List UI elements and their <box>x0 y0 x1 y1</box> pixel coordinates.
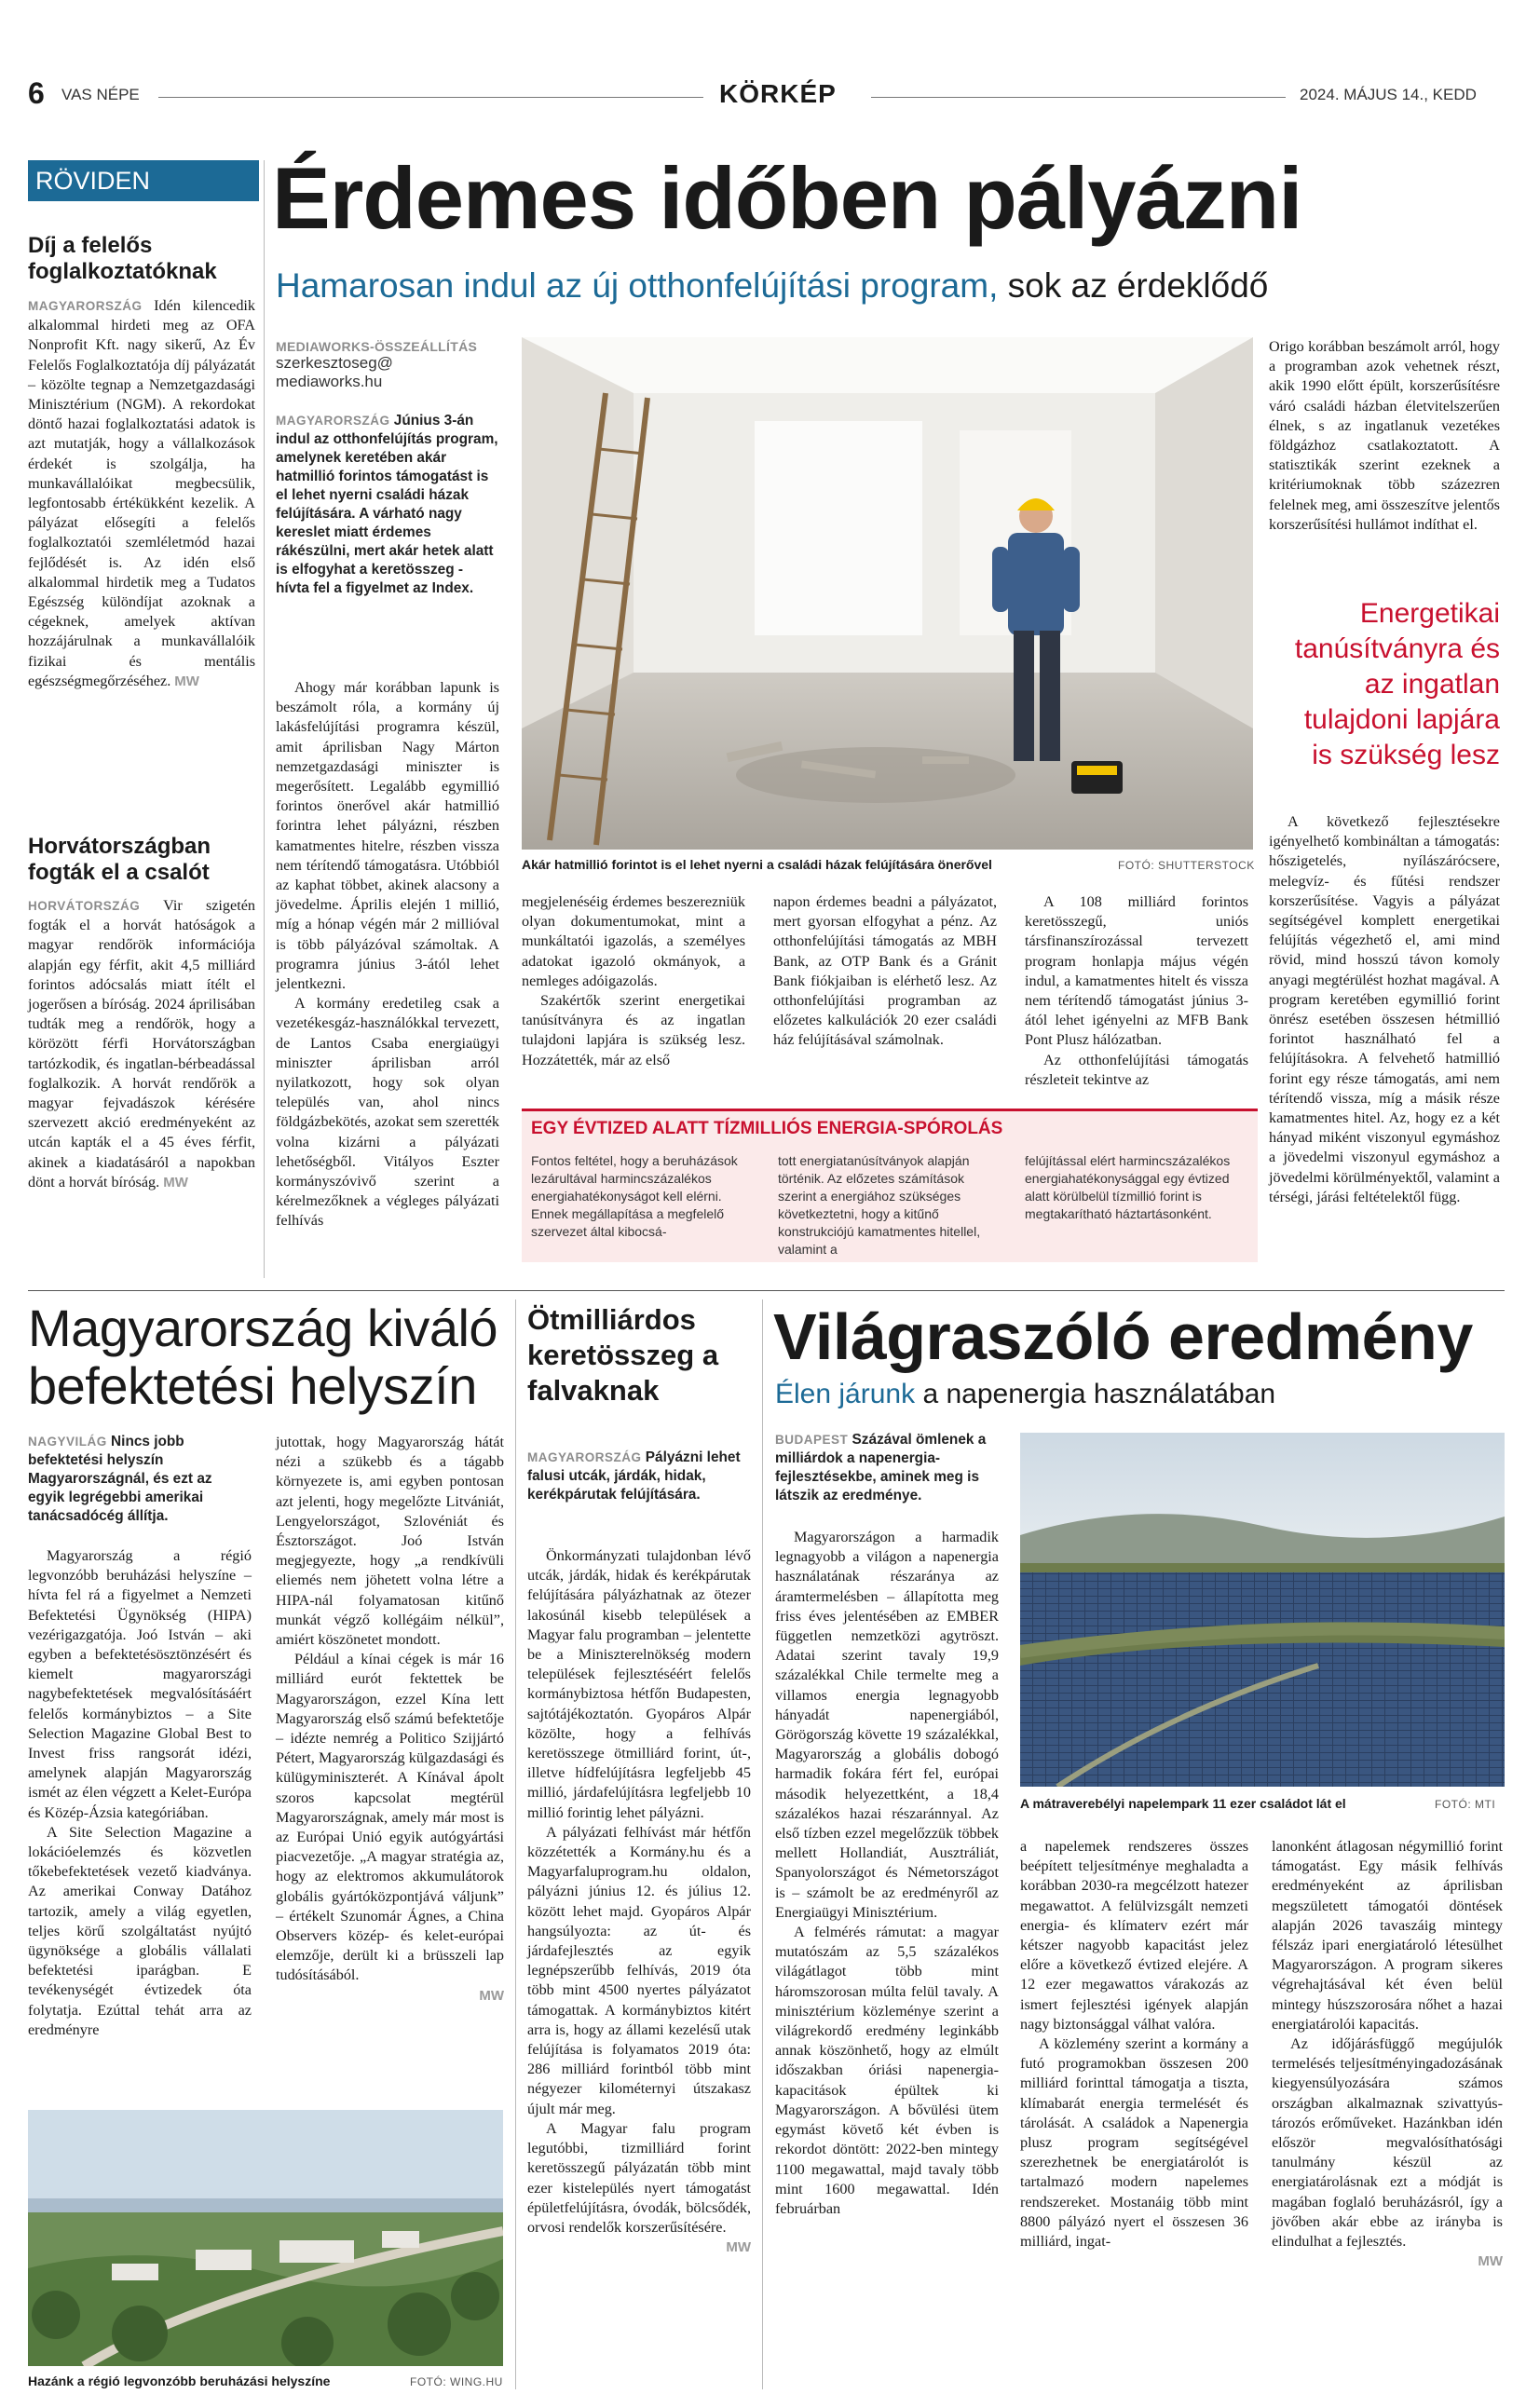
paragraph: Origo korábban beszámolt arról, hogy a programban azok vehetnek részt, akik 1990 előtt épült, korszerűsítésre váró családi házban életvitelszerűen élnek, s az ingatlanuk vezetékes földgázhoz csatlakoztatott. A statisztikák szerint ezeknek a kritériumoknak több százezren felelnek meg, ami összeszítve jelentős korszerűsítési hullámot indíthat el. <box>1269 338 1500 533</box>
paragraph: Az időjárásfüggő megújulók termelésés teljesítményingadozásának kiegyensúlyozására számos országban alkalmaznak szivattyús-tározós erőműveket. Hazánkban idén először megvalósíthatósági tanulmány készül az energiatárolásnak ezt a módját is magában foglaló beruházásról, így a jövőben akár ebbe az irányba is elindulhat a fejlesztés. <box>1272 2035 1503 2251</box>
photo-caption: Hazánk a régió legvonzóbb beruházási helyszíne <box>28 2374 331 2388</box>
main-subhead <box>276 266 1506 306</box>
renovation-photo-art <box>522 337 1253 850</box>
invest-headline: Magyarország kiváló befektetési helyszín <box>28 1299 498 1415</box>
byline-email-domain: mediaworks.hu <box>276 373 383 390</box>
paragraph: Önkormányzati tulajdonban lévő utcák, járdák, hidak és kerékpárutak felújítására pályázhatnak az ötezer lakosúnál kisebb települések a Magyar falu programban – jelentette be a Miniszterelnökség modern települések fejlesztéséért felelős kormánybiztosa hétfőn Budapesten, sajtótájékoztatón. Gyopáros Alpár közölte, hogy a felhívás keretösszege ötmilliárd forint, út-, illetve hídfelújításra legfeljebb 45 millió, járdafelújításra legfeljebb 10 millió forintig lehet pályázni. <box>527 1547 751 1821</box>
lead-text: Nincs jobb befektetési helyszín Magyarországnál, és ezt az egyik legrégebbi amerikai tanácsadócég állítja. <box>28 1434 212 1524</box>
brief-text <box>28 896 255 1192</box>
paragraph: napon érdemes beadni a pályázatot, mert gyorsan elfogyhat a pénz. Az otthonfelújítási támogatás az MBH Bank, az OTP Bank és a Gránit Bank fiókjaiban is elérhető lesz. Az otthonfelújítási programban az előzetes kalkulációk 20 ezer családi ház felújításával számolnak. <box>773 893 997 1049</box>
solar-col-2 <box>1020 1837 1248 2252</box>
section-divider <box>28 1290 1505 1291</box>
roviden-column <box>28 160 259 1269</box>
paragraph: A közlemény szerint a kormány a futó programokban összesen 200 milliárd forinttal támogatja a tiszta, klímabarát energia termelését és tárolását. A családok a Napenergia plusz program segítségével szerezhetnek be energiatárolót is tartalmazó modern napelemes rendszereket. Mostanáig több mint 8800 pályázó nyert el összesen 36 milliárd, ingat- <box>1020 2035 1248 2251</box>
photo-credit: FOTÓ: MTI <box>1435 1798 1496 1811</box>
solar-headline: Világraszóló eredmény <box>773 1300 1473 1373</box>
solar-subhead <box>775 1379 1502 1410</box>
brief-text <box>28 296 255 691</box>
renovation-photo <box>522 337 1253 850</box>
solar-lead <box>775 1431 999 1505</box>
info-box <box>522 1109 1258 1262</box>
paragraph: jutottak, hogy Magyarország hátát nézi a szükebb és a tágabb környezete is, ami egyben pontosan azt jelenti, hogy megelőzte Litvániát, Lengyelországot, Szlovéniát és Észtországot. Joó István megjegyezte, hogy „a rendkívüli eliemés nem jöhetett volna létre a HIPA-nál folyamatosan kitűnő munkát végző kollégáim nélkül”, amiért köszönetet mondott. <box>276 1434 504 1649</box>
solar-photo <box>1020 1433 1505 1787</box>
lead-kicker: BUDAPEST <box>775 1433 849 1447</box>
subhead-highlight: Hamarosan indul az új otthonfelújítási program, <box>276 266 999 305</box>
paper-name: VAS NÉPE <box>61 86 140 103</box>
byline-block <box>276 339 499 391</box>
city-photo <box>28 2110 503 2366</box>
subhead-rest: sok az érdeklődő <box>1007 266 1269 305</box>
author-sign: MW <box>479 1987 504 2004</box>
photo-caption: Akár hatmillió forintot is el lehet nyerni a családi házak felújítására önerővel <box>522 857 992 872</box>
column-divider <box>515 1299 516 2389</box>
paragraph: Magyarország a régió legvonzóbb beruházási helyszíne – hívta fel rá a figyelmet a Nemzeti Befektetési Ügynökség (HIPA) vezérigazgatója. Joó István – aki egyben a befektetésösztönzésért és kiemelt magyarországi nagybefektetések megvalósításáért felelős kormánybiztos – a Site Selection Magazine Global Best to Invest friss rangsorát idézi, amelynek alapján Magyarország ismét az élen végzett a Kelet-Európa és Közép-Ázsia kategóriában. <box>28 1547 252 1821</box>
lead-text: Június 3-án indul az otthonfelújítás program, amelynek keretében akár hatmillió forintos támogatást is el lehet nyerni családi házak felújítására. A várható nagy kereslet miatt érdemes rákészülni, mert akár hetek alatt is elfogyhat a keretösszeg - hívta fel a figyelmet az Index. <box>276 413 498 596</box>
photo-caption: A mátraverebélyi napelempark 11 ezer családot lát el <box>1020 1796 1346 1811</box>
paragraph: A pályázati felhívást már hétfőn közzétették a Kormány.hu és a Magyarfaluprogram.hu oldalon, pályázni június 12. és július 12. között lehet majd. Gyopáros Alpár hangsúlyozta: az út- és járdafejlesztés az egyik legnépszerűbb felhívás, 2019 óta több mint 4500 nyertes pályázatot támogattak. A kormánybiztos kitért arra is, hogy az állami kezelésű utak felújítása is folyamatos 2019 óta: 286 milliárd forintból több mint négyezer kilométernyi útszakasz újult már meg. <box>527 1823 751 2117</box>
author-sign: MW <box>726 2239 751 2256</box>
main-col-1 <box>276 678 499 1231</box>
subhead-highlight: Élen járunk <box>775 1379 916 1409</box>
section-title: KÖRKÉP <box>719 79 837 108</box>
byline: MEDIAWORKS-ÖSSZEÁLLÍTÁS <box>276 339 478 354</box>
photo-credit: FOTÓ: WING.HU <box>410 2375 503 2388</box>
page-date: 2024. MÁJUS 14., KEDD <box>1300 86 1477 103</box>
brief-body: Vir szigetén fogták el a horvát hatóságok a magyar rendőrök információja alapján egy férfit, akit 4,5 milliárd forintos adócsalás miatt ítélt el jogerősen a bíróság. 2024 áprilisában tudták meg a rendőrök, hogy a körözött férfi Horvátországban tartózkodik, és ingatlan-bérbeadással foglalkozik. A horvát rendőrök a magyar fejvadászok kérésére szervezett akció eredményeként az utcán kapták el a 45 éves férfit, akinek a kiadatásáról a napokban dönt a horvát bíróság. <box>28 897 255 1190</box>
author-sign: MW <box>174 673 199 689</box>
column-divider <box>762 1299 763 2389</box>
roviden-label: RÖVIDEN <box>28 160 259 201</box>
subhead-rest: a napenergia használatában <box>922 1379 1276 1409</box>
lead-text: Százával ömlenek a milliárdok a napenergia-fejlesztésekbe, aminek meg is látszik az eredménye. <box>775 1432 987 1503</box>
invest-col-1 <box>28 1546 252 2040</box>
main-lead <box>276 412 499 598</box>
paragraph: A 108 milliárd forintos keretösszegű, uniós társfinanszírozással tervezett program honlapja május végén indul, a kamatmentes hitelt és vissza nem térítendő támogatást június 3-ától lehet igényelni az MFB Bank Pont Plusz hálózatban. <box>1025 893 1248 1049</box>
byline-email: szerkesztoseg@ <box>276 354 393 372</box>
lead-kicker: MAGYARORSZÁG <box>527 1450 642 1464</box>
solar-col-1 <box>775 1528 999 2219</box>
invest-col-2 <box>276 1433 504 2006</box>
solar-photo-art <box>1020 1433 1505 1787</box>
brief-title: Horvátországban fogták el a csalót <box>28 834 211 885</box>
pullquote: Energetikai tanúsítványra és az ingatlan tulajdoni lapjára is szükség lesz <box>1294 598 1500 770</box>
column-divider <box>264 160 265 1278</box>
village-lead <box>527 1449 751 1504</box>
info-box-col: tott energiatanúsítványok alapján történik. Az előzetes számítások szerint a energiához szükséges következtetni, hogy a kitűnő konstrukciójú kamatmentes hitellel, valamint a <box>778 1153 981 1257</box>
paragraph: Szakértők szerint energetikai tanúsítványra és az ingatlan tulajdoni lapjára is szükség lesz. Hozzátették, már az első <box>522 992 745 1068</box>
paragraph: Ahogy már korábban lapunk is beszámolt róla, a kormány új lakásfelújítási programra készül, amit áprilisban Nagy Márton nemzetgazdasági miniszter is megerősített. Legalább egymillió forintos önerővel akár hatmillió forintra lehet pályázni, részben kamatmentes hitelre, részben vissza nem térítendő támogatásra. Utóbbiól az kaphat többet, akinek alacsony a jövedelme. Április elején 1 millió, míg a hónap végén már 2 millióval is több pályázóval számoltak. A programra június 3-ától lehet jelentkezni. <box>276 679 499 993</box>
city-photo-art <box>28 2110 503 2366</box>
solar-col-3 <box>1272 1837 1503 2271</box>
lead-kicker: MAGYARORSZÁG <box>276 414 390 428</box>
author-sign: MW <box>163 1174 188 1190</box>
main-col-3 <box>773 892 997 1051</box>
paragraph: Az otthonfelújítási támogatás részleteit tekintve az <box>1025 1051 1248 1088</box>
brief-kicker: MAGYARORSZÁG <box>28 299 143 313</box>
lead-kicker: NAGYVILÁG <box>28 1435 107 1449</box>
info-box-col: Fontos feltétel, hogy a beruházások lezárultával harmincszázalékos energiahatékonyságot kell elérni. Ennek megállapítása a megfelelő szervezet által kibocsá- <box>531 1153 738 1239</box>
paragraph: A Magyar falu program legutóbbi, tizmilliárd forint keretösszegű pályázatán több mint ezer kistelepülés nyert támogatást épületfelújításra, óvodák, bölcsődék, orvosi rendelők korszerűsítésére. <box>527 2119 751 2236</box>
paragraph: lanonként átlagosan négymillió forint támogatást. Egy másik felhívás eredményeként az áprilisban megszületett támogatói döntések alapján 2026 tavaszáig mintegy félszáz ipari energiatároló létesülhet Magyarországon. A program sikeres végrehajtásával két éven belül mintegy húszszorosára nőhet a hazai energiatárolói kapacitás. <box>1272 1838 1503 2033</box>
main-col-4 <box>1025 892 1248 1090</box>
page-header <box>28 75 1505 112</box>
invest-lead <box>28 1433 252 1526</box>
paragraph: megjelenéséig érdemes beszerezniük olyan dokumentumokat, mint a munkáltatói igazolás, a személyes adatokat igazoló okmányok, a nemleges adóigazolás. <box>522 893 745 989</box>
village-body <box>527 1546 751 2257</box>
photo-credit: FOTÓ: SHUTTERSTOCK <box>1118 859 1255 872</box>
paragraph: A következő fejlesztésekre igényelhető kombináltan a támogatás: hőszigetelés, nyílászárócsere, melegvíz- és fűtési rendszer korszerűsítése. Vagyis a pályázat segítségével komplett energetikai felújítás végezhető el, ami mind rövid, mind hosszú távon komoly anyagi megtérülést hozhat magával. A program keretében egymillió forint önrész esetében összesen hétmillió forintot használható fel a felújításokra. A felvehető hatmillió forint egy része támogatás, ami nem térítendő vissza, míg a másik része kamatmentes hitel. Az, hogy ez a két hányad miként viszonyul egymáshoz a jövedelmi viszonyul egymáshoz a jövedelmi körülményektől, valamint a térségi, járási feltételektől függ. <box>1269 813 1500 1205</box>
village-headline: Ötmilliárdos keretösszeg a falvaknak <box>527 1303 719 1407</box>
header-rule-right <box>871 97 1286 98</box>
brief-body: Idén kilencedik alkalommal hirdeti meg az OFA Nonprofit Kft. nagy sikerű, Az Év Felelős Foglalkoztatója díj pályázatát – közölte tegnap a Nemzetgazdasági Minisztérium (NGM). A rekordokat döntő hazai foglalkoztatási adatok is azt mutatják, hogy a vállalkozások érdekét is szolgálja, ha munkavállalóikat megbecsülik, legfontosabb értékükként kezelik. A pályázat elősegíti a felelős foglalkoztatói szemléletmód hazai fejlődését is. Az idén első alkalommal hirdetik meg a Tudatos Egészség különdíjat azoknak a cégeknek, amelyek aktívan hozzájárulnak a munkavállalóik fizikai és mentális egészségmegőrzéséhez. <box>28 297 256 689</box>
info-box-title: EGY ÉVTIZED ALATT TÍZMILLIÓS ENERGIA-SPÓROLÁS <box>531 1119 1003 1138</box>
paragraph: Magyarországon a harmadik legnagyobb a világon a napenergia használatának részaránya az áramtermelésben – állapította meg friss éves jelentésében az EMBER független nemzetközi agytröszt. Adatai szerint tavaly 19,9 százalékkal Chile termelte meg a villamos energia legnagyobb hányadát napenergiából, Görögország követte 19 százalékkal, Magyarország a globális dobogó harmadik fokára fért fel, európai második helyezettként, a 18,4 százalékos hazai részaránnyal. Az első tízben ezzel megelőzzük többek mellett Hollandiát, Ausztráliát, Spanyolországot és Németországot is – számolt be az eredményről az Energiaügyi Minisztérium. <box>775 1529 999 1921</box>
main-col-5b <box>1269 812 1500 1207</box>
paragraph: A kormány eredetileg csak a vezetékesgáz-használókkal tervezett, de Lantos Csaba energiaügyi miniszter áprilisban arról nyilatkozott, hogy sok olyan település van, ahol nincs földgázbekötés, azokat sem szerették volna kizárni a pályázati lehetőségből. Vitályos Eszter kormányszóvivő szerint a kérelmezőknek a végleges pályázati felhívás <box>276 995 500 1230</box>
paragraph: a napelemek rendszeres összes beépített teljesítménye meghaladta a korábban 2030-ra megcélzott hatezer megawattot. A felülvizsgált nemzeti energia- és klímaterv ezért már kétszer nagyobb kapacitást jelez előre a következő évtized elejére. A 12 ezer megawattos várakozás az ismert fejlesztési igények alapján nagy biztonsággal válhat valóra. <box>1020 1838 1248 2033</box>
info-box-col: felújítással elért harmincszázalékos energiahatékonysággal egy évtized alatt körülbelül tízmillió forint is megtakarítható háztartásonként. <box>1025 1153 1231 1221</box>
main-col-2 <box>522 892 745 1070</box>
lead-text: Pályázni lehet falusi utcák, járdák, hidak, kerékpárutak felújítására. <box>527 1449 741 1503</box>
paragraph: A Site Selection Magazine a lokációelemzés és közvetlen tőkebefektetések vezető kiadványa. Az amerikai Conway Datához tartozik, amely a világ egyetlen, teljes körű szolgáltatást nyújtó ügynöksége a globális vállalati befektetési iparágban. E tevékenységét évtizedek óta folytatja. Ezúttal tehát arra az eredményre <box>28 1823 252 2038</box>
brief-kicker: HORVÁTORSZÁG <box>28 899 141 913</box>
paragraph: Például a kínai cégek is már 16 milliárd eurót fektettek be Magyarországon, ezzel Kína lett Magyarország első számú befektetője – idézte nemrég a Politico Szijjártó Pétert, Magyarország külgazdasági és külügyminiszterét. A Kínával ápolt szoros kapcsolat megtérül Magyarországnak, amely már most is az Európai Unió egyik autógyártási piacvezetője. „A magyar stratégia az, hogy az elektromos akkumulátorok globális gyártóközpontjává váljunk” – értékelt Szunomár Ágnes, a China Observers közép- és kelet-európai elemzője, derült ki a brüsszeli lap tudósításából. <box>276 1651 504 1984</box>
page-number: 6 <box>28 76 45 110</box>
brief-title: Díj a felelős foglalkoztatóknak <box>28 233 217 284</box>
main-headline: Érdemes időben pályázni <box>272 149 1302 247</box>
paragraph: A felmérés rámutat: a magyar mutatószám az 5,5 százalékos világátlagot több mint háromszorosan múlta felül tavaly. A minisztérium közleménye szerint a világrekordő eredmény leginkább annak köszönhető, hogy az elmúlt időszakban óriási napenergia-kapacitások épültek ki Magyarországon. A bővülési ütem egymást követő két évben is rekordot döntött: 2022-ben mintegy 1100 megawattal, majd tavaly több mint 1600 megawattal. Idén februárban <box>775 1924 999 2217</box>
author-sign: MW <box>1478 2253 1503 2270</box>
main-col-5 <box>1269 337 1500 535</box>
header-rule-left <box>158 97 703 98</box>
